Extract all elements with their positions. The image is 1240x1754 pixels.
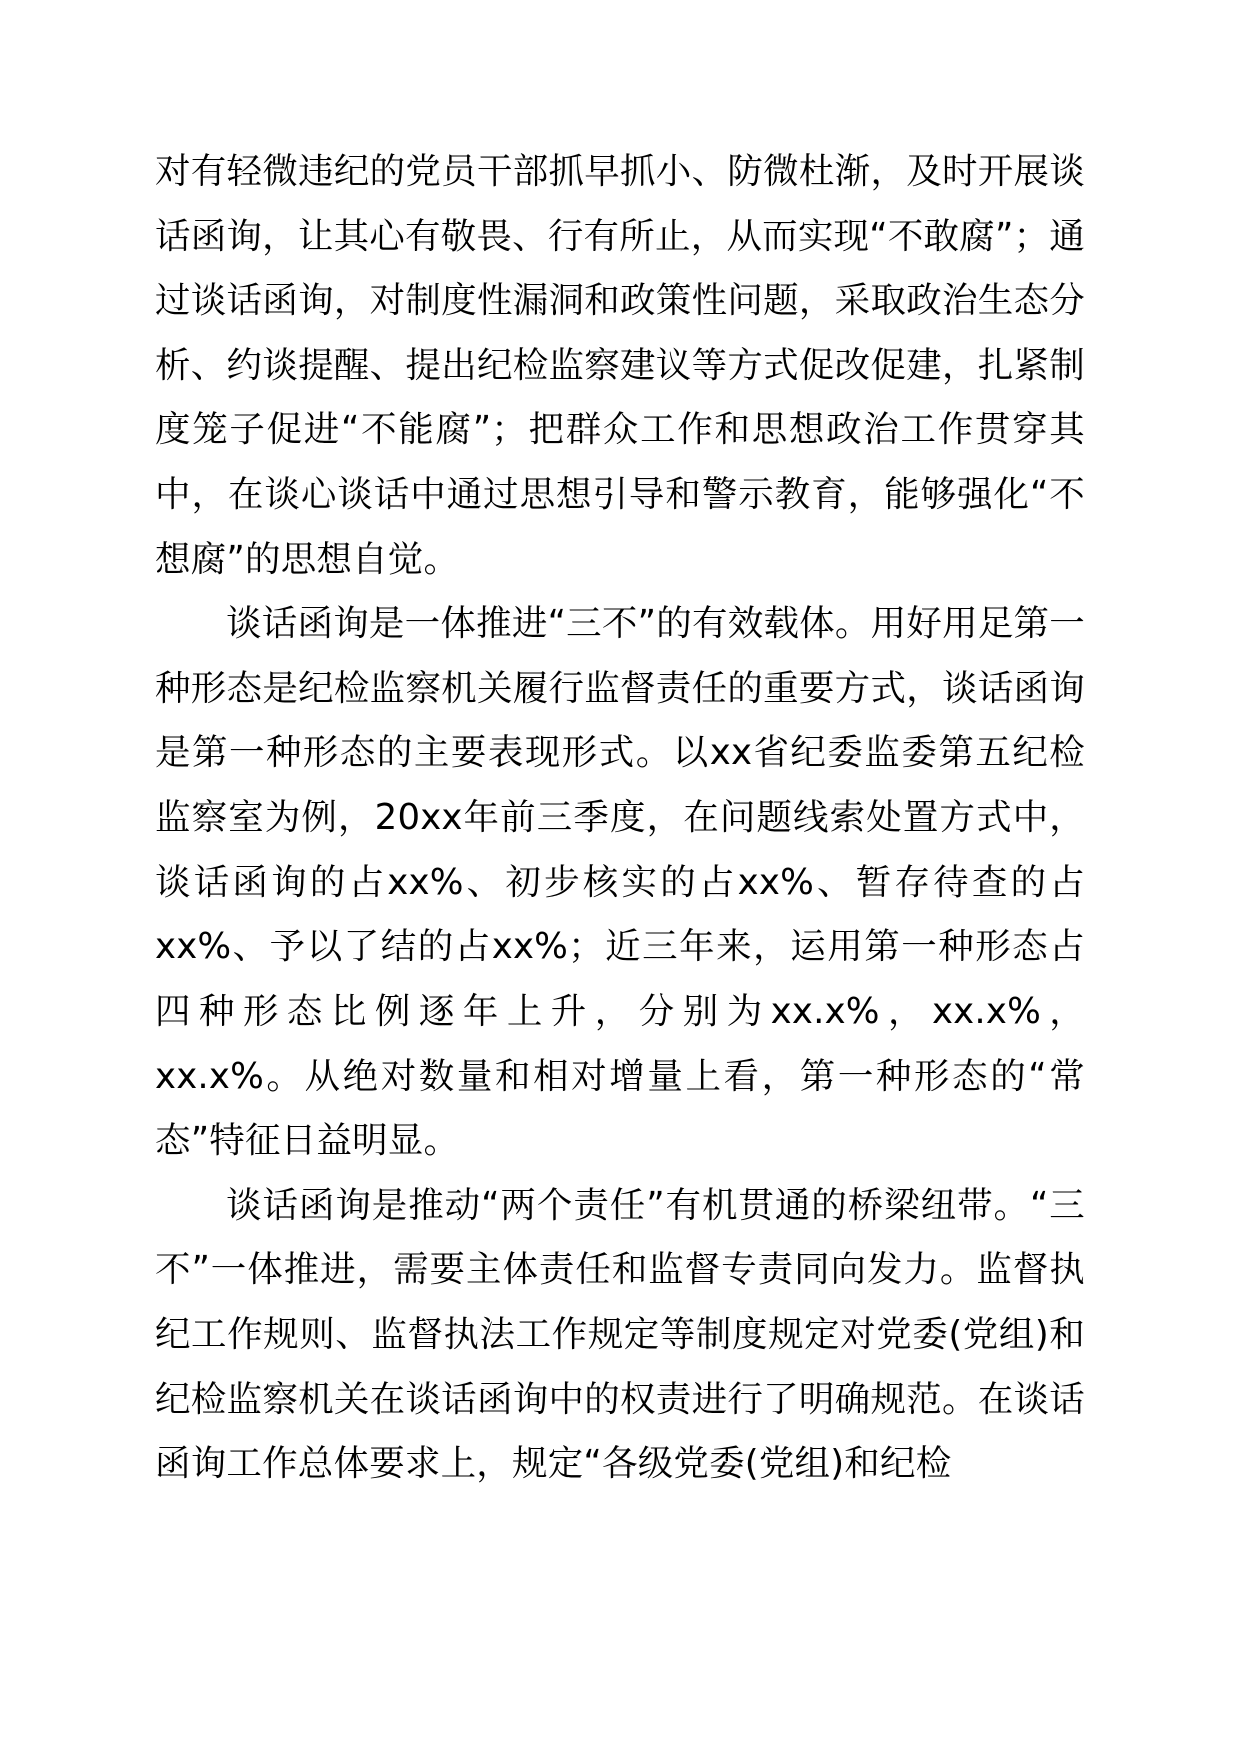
paragraph-3: 谈话函询是推动“两个责任”有机贯通的桥梁纽带。“三不”一体推进，需要主体责任和监督专责同向发力。监督执纪工作规则、监督执法工作规定等制度规定对党委(党组)和纪检监察机关在谈话函询中的权责进行了明确规范。在谈话函询工作总体要求上，规定“各级党委(党组)和纪检 [155,1184,1085,1485]
paragraph-1: 对有轻微违纪的党员干部抓早抓小、防微杜渐，及时开展谈话函询，让其心有敬畏、行有所止，从而实现“不敢腐”；通过谈话函询，对制度性漏洞和政策性问题，采取政治生态分析、约谈提醒、提出纪检监察建议等方式促改促建，扎紧制度笼子促进“不能腐”；把群众工作和思想政治工作贯穿其中，在谈心谈话中通过思想引导和警示教育，能够强化“不想腐”的思想自觉。 [155,151,1085,580]
paragraph-2: 谈话函询是一体推进“三不”的有效载体。用好用足第一种形态是纪检监察机关履行监督责任的重要方式，谈话函询是第一种形态的主要表现形式。以xx省纪委监委第五纪检监察室为例，20xx年前三季度，在问题线索处置方式中，谈话函询的占xx%、初步核实的占xx%、暂存待查的占xx%、予以了结的占xx%；近三年来，运用第一种形态占四种形态比例逐年上升，分别为xx.x%，xx.x%，xx.x%。从绝对数量和相对增量上看，第一种形态的“常态”特征日益明显。 [155,603,1085,1162]
document-body [155,140,1085,1497]
